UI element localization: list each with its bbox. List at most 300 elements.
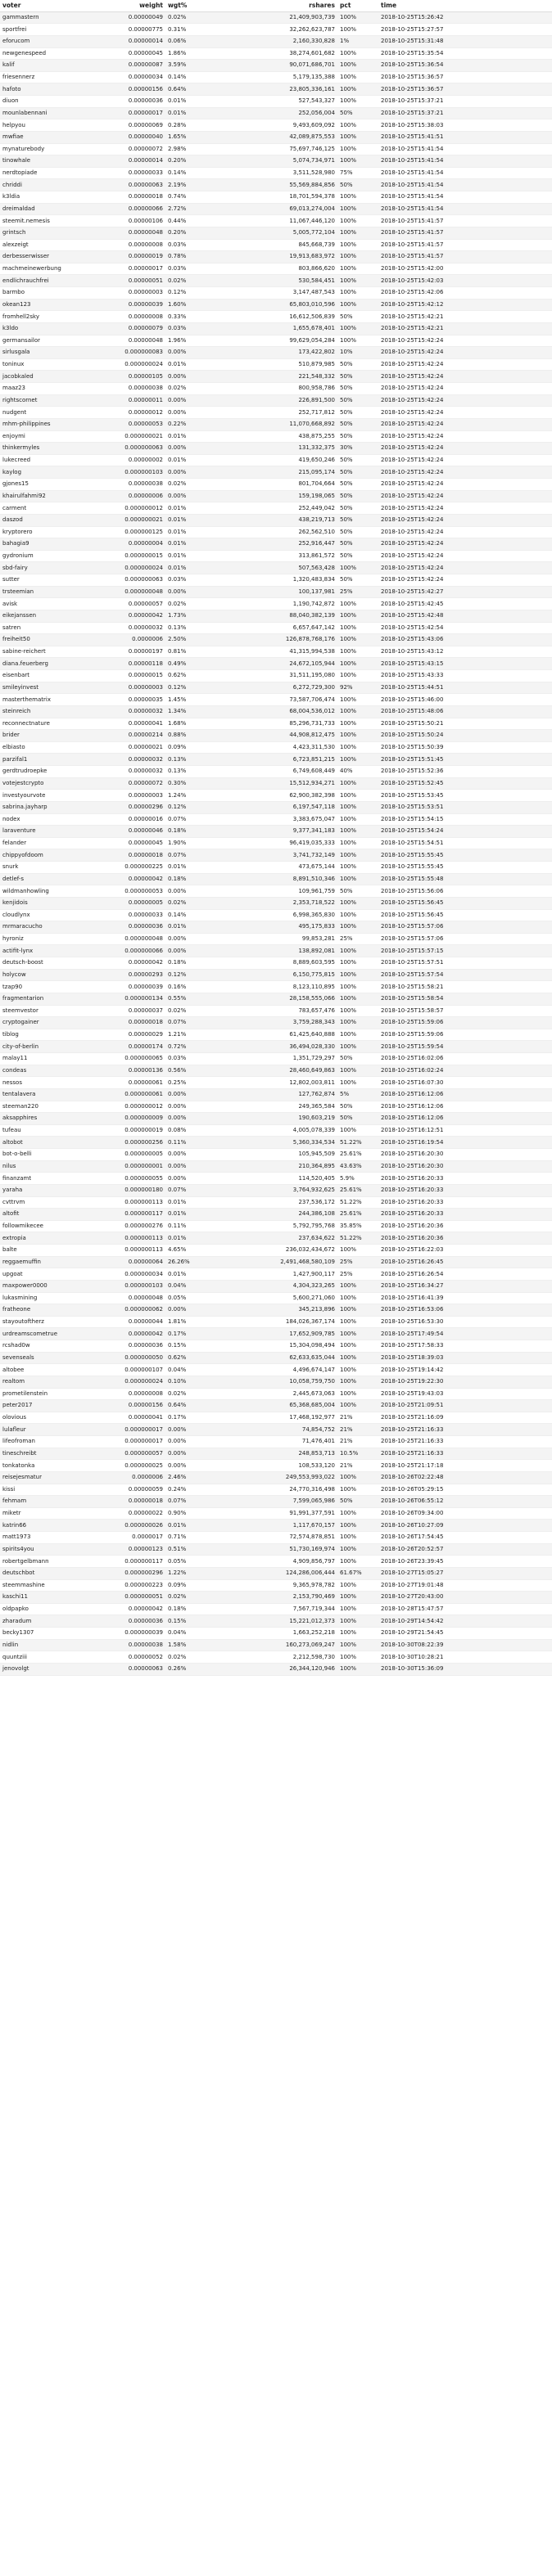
wgt-pct-cell: 0.09%: [165, 741, 208, 754]
rshares-cell: 36,494,028,330: [208, 1041, 337, 1053]
time-cell: 2018-10-25T15:26:42: [378, 11, 552, 24]
pct-cell: 100%: [337, 1245, 378, 1257]
rshares-cell: 1,655,678,401: [208, 322, 337, 335]
pct-cell: 100%: [337, 1615, 378, 1628]
wgt-pct-cell: 0.44%: [165, 215, 208, 227]
voter-cell: diana.feuerberg: [0, 658, 90, 670]
weight-cell: 0.000000001: [90, 1160, 165, 1173]
time-cell: 2018-10-25T15:42:24: [378, 358, 552, 371]
table-row: [0, 47, 552, 60]
pct-cell: 100%: [337, 239, 378, 251]
wgt-pct-cell: 1.73%: [165, 610, 208, 622]
wgt-pct-cell: 1.60%: [165, 299, 208, 311]
weight-cell: 0.00000036: [90, 921, 165, 934]
rshares-cell: 72,574,878,851: [208, 1532, 337, 1544]
pct-cell: 50%: [337, 1053, 378, 1065]
pct-cell: 25%: [337, 1256, 378, 1268]
time-cell: 2018-10-25T15:51:45: [378, 754, 552, 766]
voter-cell: aksapphires: [0, 1113, 90, 1125]
wgt-pct-cell: 0.31%: [165, 24, 208, 36]
weight-cell: 0.00000003: [90, 287, 165, 299]
wgt-pct-cell: 0.04%: [165, 1628, 208, 1640]
wgt-pct-cell: 0.00%: [165, 1460, 208, 1472]
weight-cell: 0.00000035: [90, 694, 165, 706]
weight-cell: 0.000000113: [90, 1245, 165, 1257]
wgt-pct-cell: 0.17%: [165, 1412, 208, 1424]
voter-cell: holycow: [0, 969, 90, 981]
rshares-cell: 51,730,169,974: [208, 1543, 337, 1556]
weight-cell: 0.00000036: [90, 96, 165, 108]
rshares-cell: 313,861,572: [208, 550, 337, 562]
weight-cell: 0.00000048: [90, 335, 165, 347]
weight-cell: 0.00000063: [90, 1663, 165, 1675]
weight-cell: 0.000000021: [90, 514, 165, 526]
table-row: [0, 1220, 552, 1232]
time-cell: 2018-10-25T15:53:51: [378, 801, 552, 813]
time-cell: 2018-10-25T16:12:51: [378, 1124, 552, 1137]
time-cell: 2018-10-25T15:43:06: [378, 634, 552, 646]
weight-cell: 0.00000003: [90, 790, 165, 802]
voter-cell: jacobkaled: [0, 371, 90, 383]
rshares-cell: 17,468,192,977: [208, 1412, 337, 1424]
wgt-pct-cell: 0.03%: [165, 263, 208, 275]
rshares-cell: 131,332,375: [208, 443, 337, 455]
voter-cell: kenjidois: [0, 897, 90, 909]
voter-cell: parzifal1: [0, 754, 90, 766]
weight-cell: 0.00000064: [90, 1256, 165, 1268]
pct-cell: 100%: [337, 1017, 378, 1029]
table-row: [0, 1340, 552, 1353]
voter-cell: tiblog: [0, 1029, 90, 1041]
wgt-pct-cell: 1.22%: [165, 1567, 208, 1579]
voter-cell: olovious: [0, 1412, 90, 1424]
weight-cell: 0.00000032: [90, 754, 165, 766]
weight-cell: 0.000000117: [90, 1556, 165, 1568]
voter-cell: quuntziii: [0, 1651, 90, 1664]
time-cell: 2018-10-27T19:01:48: [378, 1579, 552, 1592]
voter-cell: felander: [0, 837, 90, 849]
table-body: [0, 11, 552, 1675]
wgt-pct-cell: 1.86%: [165, 47, 208, 60]
rshares-cell: 160,273,069,247: [208, 1639, 337, 1651]
rshares-cell: 28,158,555,066: [208, 993, 337, 1005]
pct-cell: 100%: [337, 1639, 378, 1651]
table-row: [0, 347, 552, 359]
time-cell: 2018-10-25T15:55:48: [378, 873, 552, 885]
pct-cell: 50%: [337, 179, 378, 191]
table-row: [0, 1424, 552, 1436]
table-row: [0, 885, 552, 898]
table-row: [0, 191, 552, 204]
table-row: [0, 167, 552, 179]
table-row: [0, 837, 552, 849]
pct-cell: 5%: [337, 1088, 378, 1101]
weight-cell: 0.00000123: [90, 1543, 165, 1556]
voter-cell: city-of-berlin: [0, 1041, 90, 1053]
pct-cell: 100%: [337, 251, 378, 263]
wgt-pct-cell: 3.59%: [165, 60, 208, 72]
wgt-pct-cell: 0.12%: [165, 801, 208, 813]
wgt-pct-cell: 1.65%: [165, 131, 208, 143]
voter-cell: hafoto: [0, 83, 90, 96]
voter-cell: tentalavera: [0, 1088, 90, 1101]
rshares-cell: 114,520,405: [208, 1173, 337, 1185]
pct-cell: 100%: [337, 873, 378, 885]
time-cell: 2018-10-25T16:12:06: [378, 1088, 552, 1101]
rshares-cell: 184,026,367,174: [208, 1316, 337, 1328]
time-cell: 2018-10-25T15:38:03: [378, 119, 552, 132]
voter-cell: jenovolgt: [0, 1663, 90, 1675]
rshares-cell: 801,704,664: [208, 479, 337, 491]
time-cell: 2018-10-25T15:42:24: [378, 490, 552, 502]
time-cell: 2018-10-25T15:57:06: [378, 933, 552, 945]
table-row: [0, 263, 552, 275]
wgt-pct-cell: 1.68%: [165, 718, 208, 730]
pct-cell: 25.61%: [337, 1209, 378, 1221]
rshares-cell: 237,536,172: [208, 1196, 337, 1209]
table-row: [0, 1209, 552, 1221]
voter-cell: tinowhale: [0, 155, 90, 168]
rshares-cell: 507,563,428: [208, 562, 337, 574]
pct-cell: 100%: [337, 299, 378, 311]
table-row: [0, 1471, 552, 1484]
pct-cell: 100%: [337, 1292, 378, 1304]
time-cell: 2018-10-25T15:42:24: [378, 514, 552, 526]
voter-cell: kryptorero: [0, 526, 90, 538]
wgt-pct-cell: 0.20%: [165, 227, 208, 239]
pct-cell: 50%: [337, 407, 378, 419]
rshares-cell: 3,383,675,047: [208, 813, 337, 826]
rshares-cell: 1,427,900,117: [208, 1268, 337, 1281]
voter-cell: eisenbart: [0, 670, 90, 682]
voter-cell: barmbo: [0, 287, 90, 299]
weight-cell: 0.000000117: [90, 1209, 165, 1221]
voter-cell: urdreamscometrue: [0, 1328, 90, 1340]
wgt-pct-cell: 1.21%: [165, 1029, 208, 1041]
weight-cell: 0.00000032: [90, 622, 165, 634]
time-cell: 2018-10-25T15:59:54: [378, 1041, 552, 1053]
weight-cell: 0.000000005: [90, 1149, 165, 1161]
rshares-cell: 7,567,719,344: [208, 1603, 337, 1615]
voter-cell: mhm-philippines: [0, 418, 90, 430]
rshares-cell: 38,274,601,682: [208, 47, 337, 60]
voter-cell: derbesserwisser: [0, 251, 90, 263]
time-cell: 2018-10-25T15:57:54: [378, 969, 552, 981]
table-row: [0, 143, 552, 155]
time-cell: 2018-10-25T18:39:03: [378, 1352, 552, 1364]
pct-cell: 100%: [337, 634, 378, 646]
rshares-cell: 252,717,812: [208, 407, 337, 419]
wgt-pct-cell: 0.00%: [165, 371, 208, 383]
time-cell: 2018-10-28T15:47:57: [378, 1603, 552, 1615]
wgt-pct-cell: 0.62%: [165, 670, 208, 682]
time-cell: 2018-10-25T15:36:57: [378, 83, 552, 96]
pct-cell: 100%: [337, 694, 378, 706]
table-row: [0, 586, 552, 598]
time-cell: 2018-10-25T15:41:51: [378, 131, 552, 143]
rshares-cell: 90,071,686,701: [208, 60, 337, 72]
weight-cell: 0.00000775: [90, 24, 165, 36]
wgt-pct-cell: 0.14%: [165, 71, 208, 83]
voter-cell: reconnectnature: [0, 718, 90, 730]
rshares-cell: 6,749,608,449: [208, 766, 337, 778]
wgt-pct-cell: 0.14%: [165, 909, 208, 921]
time-cell: 2018-10-25T15:48:06: [378, 705, 552, 718]
rshares-cell: 24,770,316,498: [208, 1484, 337, 1496]
pct-cell: 100%: [337, 191, 378, 204]
table-row: [0, 1088, 552, 1101]
rshares-cell: 26,344,120,946: [208, 1663, 337, 1675]
voter-cell: balte: [0, 1245, 90, 1257]
wgt-pct-cell: 0.00%: [165, 490, 208, 502]
weight-cell: 0.00000038: [90, 1639, 165, 1651]
voter-cell: miketr: [0, 1507, 90, 1520]
weight-cell: 0.00000008: [90, 239, 165, 251]
time-cell: 2018-10-25T15:43:33: [378, 670, 552, 682]
pct-cell: 10.5%: [337, 1448, 378, 1460]
wgt-pct-cell: 0.20%: [165, 155, 208, 168]
voter-cell: actifit-lynx: [0, 945, 90, 957]
voter-cell: sevenseals: [0, 1352, 90, 1364]
table-row: [0, 1005, 552, 1017]
wgt-pct-cell: 0.01%: [165, 107, 208, 119]
wgt-pct-cell: 0.11%: [165, 1137, 208, 1149]
table-row: [0, 634, 552, 646]
time-cell: 2018-10-25T15:42:24: [378, 430, 552, 443]
weight-cell: 0.00000174: [90, 1041, 165, 1053]
rshares-cell: 4,423,311,530: [208, 741, 337, 754]
weight-cell: 0.00000045: [90, 47, 165, 60]
weight-cell: 0.00000017: [90, 107, 165, 119]
pct-cell: 51.22%: [337, 1196, 378, 1209]
table-row: [0, 1496, 552, 1508]
weight-cell: 0.00000106: [90, 215, 165, 227]
table-row: [0, 1603, 552, 1615]
wgt-pct-cell: 0.02%: [165, 1592, 208, 1604]
voter-cell: satren: [0, 622, 90, 634]
weight-cell: 0.00000044: [90, 1316, 165, 1328]
pct-cell: 40%: [337, 766, 378, 778]
weight-cell: 0.00000048: [90, 227, 165, 239]
pct-cell: 50%: [337, 418, 378, 430]
pct-cell: 100%: [337, 1471, 378, 1484]
voter-cell: matt1973: [0, 1532, 90, 1544]
time-cell: 2018-10-25T15:27:57: [378, 24, 552, 36]
table-row: [0, 1184, 552, 1196]
weight-cell: 0.000000017: [90, 1424, 165, 1436]
wgt-pct-cell: 0.00%: [165, 466, 208, 479]
time-cell: 2018-10-25T15:52:36: [378, 766, 552, 778]
time-cell: 2018-10-25T15:42:24: [378, 347, 552, 359]
wgt-pct-cell: 0.01%: [165, 514, 208, 526]
time-cell: 2018-10-25T16:20:33: [378, 1173, 552, 1185]
rshares-cell: 96,419,035,333: [208, 837, 337, 849]
weight-cell: 0.00000069: [90, 119, 165, 132]
weight-cell: 0.00000041: [90, 718, 165, 730]
header-wgt-pct: wgt%: [165, 0, 208, 11]
time-cell: 2018-10-25T16:20:30: [378, 1160, 552, 1173]
rshares-cell: 68,004,536,012: [208, 705, 337, 718]
time-cell: 2018-10-25T16:34:27: [378, 1280, 552, 1292]
weight-cell: 0.00000004: [90, 538, 165, 551]
voter-cell: laraventure: [0, 826, 90, 838]
rshares-cell: 5,005,772,104: [208, 227, 337, 239]
rshares-cell: 9,493,609,092: [208, 119, 337, 132]
rshares-cell: 2,153,790,469: [208, 1592, 337, 1604]
voter-cell: upgoat: [0, 1268, 90, 1281]
weight-cell: 0.0000017: [90, 1532, 165, 1544]
voter-cell: steemit.nemesis: [0, 215, 90, 227]
wgt-pct-cell: 0.01%: [165, 862, 208, 874]
pct-cell: 100%: [337, 826, 378, 838]
wgt-pct-cell: 0.15%: [165, 1340, 208, 1353]
pct-cell: 100%: [337, 1556, 378, 1568]
time-cell: 2018-10-26T02:22:48: [378, 1471, 552, 1484]
rshares-cell: 10,058,759,750: [208, 1376, 337, 1388]
wgt-pct-cell: 0.13%: [165, 766, 208, 778]
weight-cell: 0.0000006: [90, 634, 165, 646]
rshares-cell: 210,364,895: [208, 1160, 337, 1173]
pct-cell: 100%: [337, 1532, 378, 1544]
time-cell: 2018-10-25T15:44:51: [378, 682, 552, 694]
wgt-pct-cell: 0.03%: [165, 322, 208, 335]
pct-cell: 100%: [337, 47, 378, 60]
time-cell: 2018-10-25T15:42:24: [378, 454, 552, 466]
table-row: [0, 1173, 552, 1185]
voter-cell: lulafleur: [0, 1424, 90, 1436]
table-row: [0, 1268, 552, 1281]
voter-cell: robertgelbmann: [0, 1556, 90, 1568]
rshares-cell: 159,198,065: [208, 490, 337, 502]
rshares-cell: 127,762,874: [208, 1088, 337, 1101]
time-cell: 2018-10-25T15:42:24: [378, 502, 552, 515]
time-cell: 2018-10-25T15:42:48: [378, 610, 552, 622]
weight-cell: 0.00000006: [90, 490, 165, 502]
voter-cell: nidlin: [0, 1639, 90, 1651]
wgt-pct-cell: 0.07%: [165, 813, 208, 826]
pct-cell: 100%: [337, 335, 378, 347]
table-row: [0, 897, 552, 909]
time-cell: 2018-10-25T15:42:27: [378, 586, 552, 598]
rshares-cell: 3,759,288,343: [208, 1017, 337, 1029]
pct-cell: 100%: [337, 1041, 378, 1053]
rshares-cell: 4,496,674,147: [208, 1364, 337, 1376]
weight-cell: 0.000000009: [90, 1113, 165, 1125]
wgt-pct-cell: 0.03%: [165, 574, 208, 587]
weight-cell: 0.000000025: [90, 1460, 165, 1472]
weight-cell: 0.00000118: [90, 658, 165, 670]
rshares-cell: 1,117,670,157: [208, 1520, 337, 1532]
rshares-cell: 1,663,252,218: [208, 1628, 337, 1640]
weight-cell: 0.00000033: [90, 909, 165, 921]
weight-cell: 0.000000026: [90, 1520, 165, 1532]
wgt-pct-cell: 0.01%: [165, 1268, 208, 1281]
table-row: [0, 1328, 552, 1340]
pct-cell: 21%: [337, 1460, 378, 1472]
rshares-cell: 108,533,120: [208, 1460, 337, 1472]
table-row: [0, 1543, 552, 1556]
weight-cell: 0.00000032: [90, 766, 165, 778]
rshares-cell: 6,197,547,118: [208, 801, 337, 813]
time-cell: 2018-10-30T10:28:21: [378, 1651, 552, 1664]
voter-cell: condeas: [0, 1065, 90, 1077]
table-row: [0, 239, 552, 251]
time-cell: 2018-10-25T16:26:45: [378, 1256, 552, 1268]
rshares-cell: 530,584,451: [208, 275, 337, 287]
table-row: [0, 1663, 552, 1675]
voter-cell: sutter: [0, 574, 90, 587]
rshares-cell: 1,320,483,834: [208, 574, 337, 587]
time-cell: 2018-10-25T15:42:24: [378, 538, 552, 551]
pct-cell: 100%: [337, 993, 378, 1005]
time-cell: 2018-10-25T16:20:33: [378, 1184, 552, 1196]
voter-cell: sportfrei: [0, 24, 90, 36]
pct-cell: 50%: [337, 371, 378, 383]
pct-cell: 100%: [337, 263, 378, 275]
pct-cell: 100%: [337, 1507, 378, 1520]
time-cell: 2018-10-25T15:56:45: [378, 909, 552, 921]
wgt-pct-cell: 0.00%: [165, 1149, 208, 1161]
rshares-cell: 4,909,856,797: [208, 1556, 337, 1568]
weight-cell: 0.00000039: [90, 981, 165, 993]
rshares-cell: 55,569,884,856: [208, 179, 337, 191]
pct-cell: 100%: [337, 598, 378, 610]
table-row: [0, 358, 552, 371]
voter-cell: cloudlynx: [0, 909, 90, 921]
header-weight: weight: [90, 0, 165, 11]
rshares-cell: 3,741,732,149: [208, 849, 337, 862]
rshares-cell: 527,543,327: [208, 96, 337, 108]
time-cell: 2018-10-25T16:02:24: [378, 1065, 552, 1077]
rshares-cell: 1,190,742,872: [208, 598, 337, 610]
pct-cell: 50%: [337, 1496, 378, 1508]
weight-cell: 0.00000016: [90, 813, 165, 826]
pct-cell: 100%: [337, 813, 378, 826]
wgt-pct-cell: 0.17%: [165, 1328, 208, 1340]
weight-cell: 0.00000042: [90, 1328, 165, 1340]
weight-cell: 0.000000039: [90, 1628, 165, 1640]
rshares-cell: 91,991,377,591: [208, 1507, 337, 1520]
voter-cell: diuon: [0, 96, 90, 108]
wgt-pct-cell: 0.28%: [165, 119, 208, 132]
time-cell: 2018-10-25T15:54:51: [378, 837, 552, 849]
wgt-pct-cell: 0.02%: [165, 1388, 208, 1400]
table-row: [0, 1041, 552, 1053]
table-row: [0, 969, 552, 981]
voter-cell: elbiasto: [0, 741, 90, 754]
weight-cell: 0.00000039: [90, 299, 165, 311]
table-row: [0, 741, 552, 754]
time-cell: 2018-10-25T21:16:33: [378, 1448, 552, 1460]
rshares-cell: 215,095,174: [208, 466, 337, 479]
table-row: [0, 371, 552, 383]
pct-cell: 100%: [337, 957, 378, 970]
time-cell: 2018-10-25T21:16:33: [378, 1424, 552, 1436]
table-row: [0, 1137, 552, 1149]
weight-cell: 0.000000296: [90, 1567, 165, 1579]
time-cell: 2018-10-25T15:42:24: [378, 418, 552, 430]
pct-cell: 100%: [337, 1376, 378, 1388]
wgt-pct-cell: 1.58%: [165, 1639, 208, 1651]
pct-cell: 100%: [337, 1328, 378, 1340]
rshares-cell: 31,511,195,080: [208, 670, 337, 682]
rshares-cell: 244,386,108: [208, 1209, 337, 1221]
voter-cell: khairulfahmi92: [0, 490, 90, 502]
table-row: [0, 538, 552, 551]
weight-cell: 0.000000015: [90, 550, 165, 562]
pct-cell: 100%: [337, 275, 378, 287]
rshares-cell: 3,511,528,980: [208, 167, 337, 179]
